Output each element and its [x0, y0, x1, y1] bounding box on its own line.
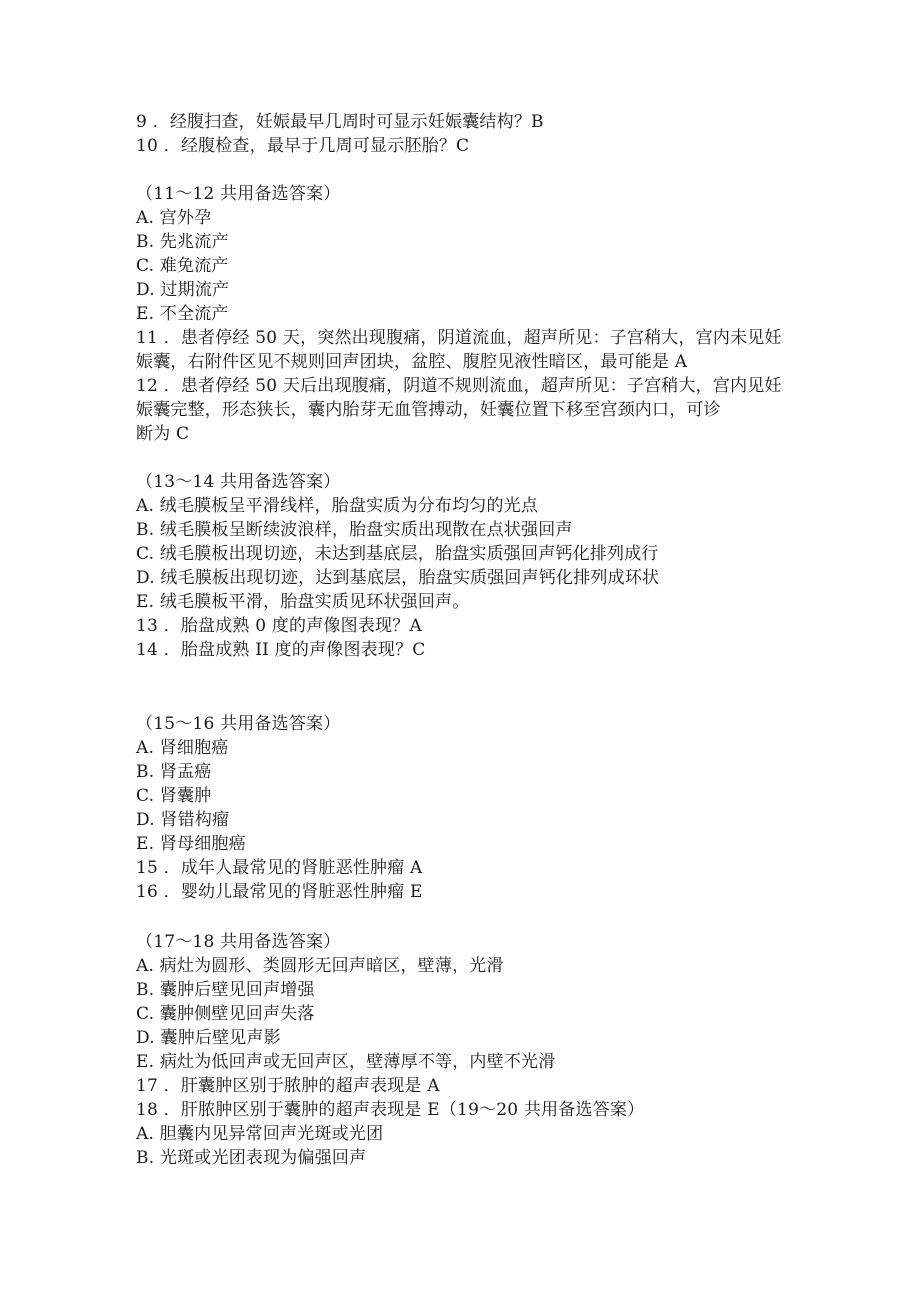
question-15: 15 ．成年人最常见的肾脏恶性肿瘤 A: [136, 858, 423, 878]
group-header-11-12: （11～12 共用备选答案）: [136, 184, 341, 204]
group-header-17-18: （17～18 共用备选答案）: [136, 932, 341, 952]
option-c: C. 囊肿侧壁见回声失落: [136, 1004, 315, 1024]
group-header-15-16: （15～16 共用备选答案）: [136, 714, 341, 734]
option-c: C. 难免流产: [136, 256, 229, 276]
question-9: 9 ．经腹扫查，妊娠最早几周时可显示妊娠囊结构？B: [136, 112, 544, 132]
option-d: D. 囊肿后壁见声影: [136, 1028, 281, 1048]
question-16: 16 ．婴幼儿最常见的肾脏恶性肿瘤 E: [136, 882, 423, 902]
group-header-13-14: （13～14 共用备选答案）: [136, 472, 341, 492]
question-14: 14 ．胎盘成熟 II 度的声像图表现？C: [136, 640, 426, 660]
option-e: E. 肾母细胞癌: [136, 834, 246, 854]
option-b: B. 绒毛膜板呈断续波浪样，胎盘实质出现散在点状强回声: [136, 520, 573, 540]
option-c: C. 绒毛膜板出现切迹，未达到基底层，胎盘实质强回声钙化排列成行: [136, 544, 659, 564]
question-12-line-2: 娠囊完整，形态狭长，囊内胎芽无血管搏动，妊囊位置下移至宫颈内口，可诊: [136, 400, 721, 420]
option-b: B. 光斑或光团表现为偏强回声: [136, 1148, 367, 1168]
question-11-line-1: 11 ．患者停经 50 天，突然出现腹痛，阴道流血，超声所见：子宫稍大，宫内未见妊: [136, 328, 782, 348]
option-b: B. 肾盂癌: [136, 762, 212, 782]
option-b: B. 先兆流产: [136, 232, 229, 252]
option-a: A. 肾细胞癌: [136, 738, 229, 758]
question-18: 18 ．肝脓肿区别于囊肿的超声表现是 E（19～20 共用备选答案）: [136, 1100, 645, 1120]
option-e: E. 绒毛膜板平滑，胎盘实质见环状强回声。: [136, 592, 470, 612]
option-a: A. 病灶为圆形、类圆形无回声暗区，壁薄，光滑: [136, 956, 504, 976]
option-d: D. 肾错构瘤: [136, 810, 230, 830]
question-13: 13 ．胎盘成熟 0 度的声像图表现？A: [136, 616, 422, 636]
option-e: E. 不全流产: [136, 304, 229, 324]
option-b: B. 囊肿后壁见回声增强: [136, 980, 315, 1000]
question-12-line-1: 12 ．患者停经 50 天后出现腹痛，阴道不规则流血，超声所见：子宫稍大，宫内见妊: [136, 376, 782, 396]
option-e: E. 病灶为低回声或无回声区，壁薄厚不等，内壁不光滑: [136, 1052, 556, 1072]
option-a: A. 宫外孕: [136, 208, 212, 228]
option-a: A. 胆囊内见异常回声光斑或光团: [136, 1124, 384, 1144]
question-17: 17 ．肝囊肿区别于脓肿的超声表现是 A: [136, 1076, 440, 1096]
option-c: C. 肾囊肿: [136, 786, 212, 806]
question-10: 10 ．经腹检查，最早于几周可显示胚胎？C: [136, 136, 470, 156]
option-d: D. 绒毛膜板出现切迹，达到基底层，胎盘实质强回声钙化排列成环状: [136, 568, 660, 588]
option-d: D. 过期流产: [136, 280, 230, 300]
option-a: A. 绒毛膜板呈平滑线样，胎盘实质为分布均匀的光点: [136, 496, 539, 516]
question-11-line-2: 娠囊，右附件区见不规则回声团块，盆腔、腹腔见液性暗区，最可能是 A: [136, 352, 688, 372]
question-12-line-3: 断为 C: [136, 424, 190, 444]
